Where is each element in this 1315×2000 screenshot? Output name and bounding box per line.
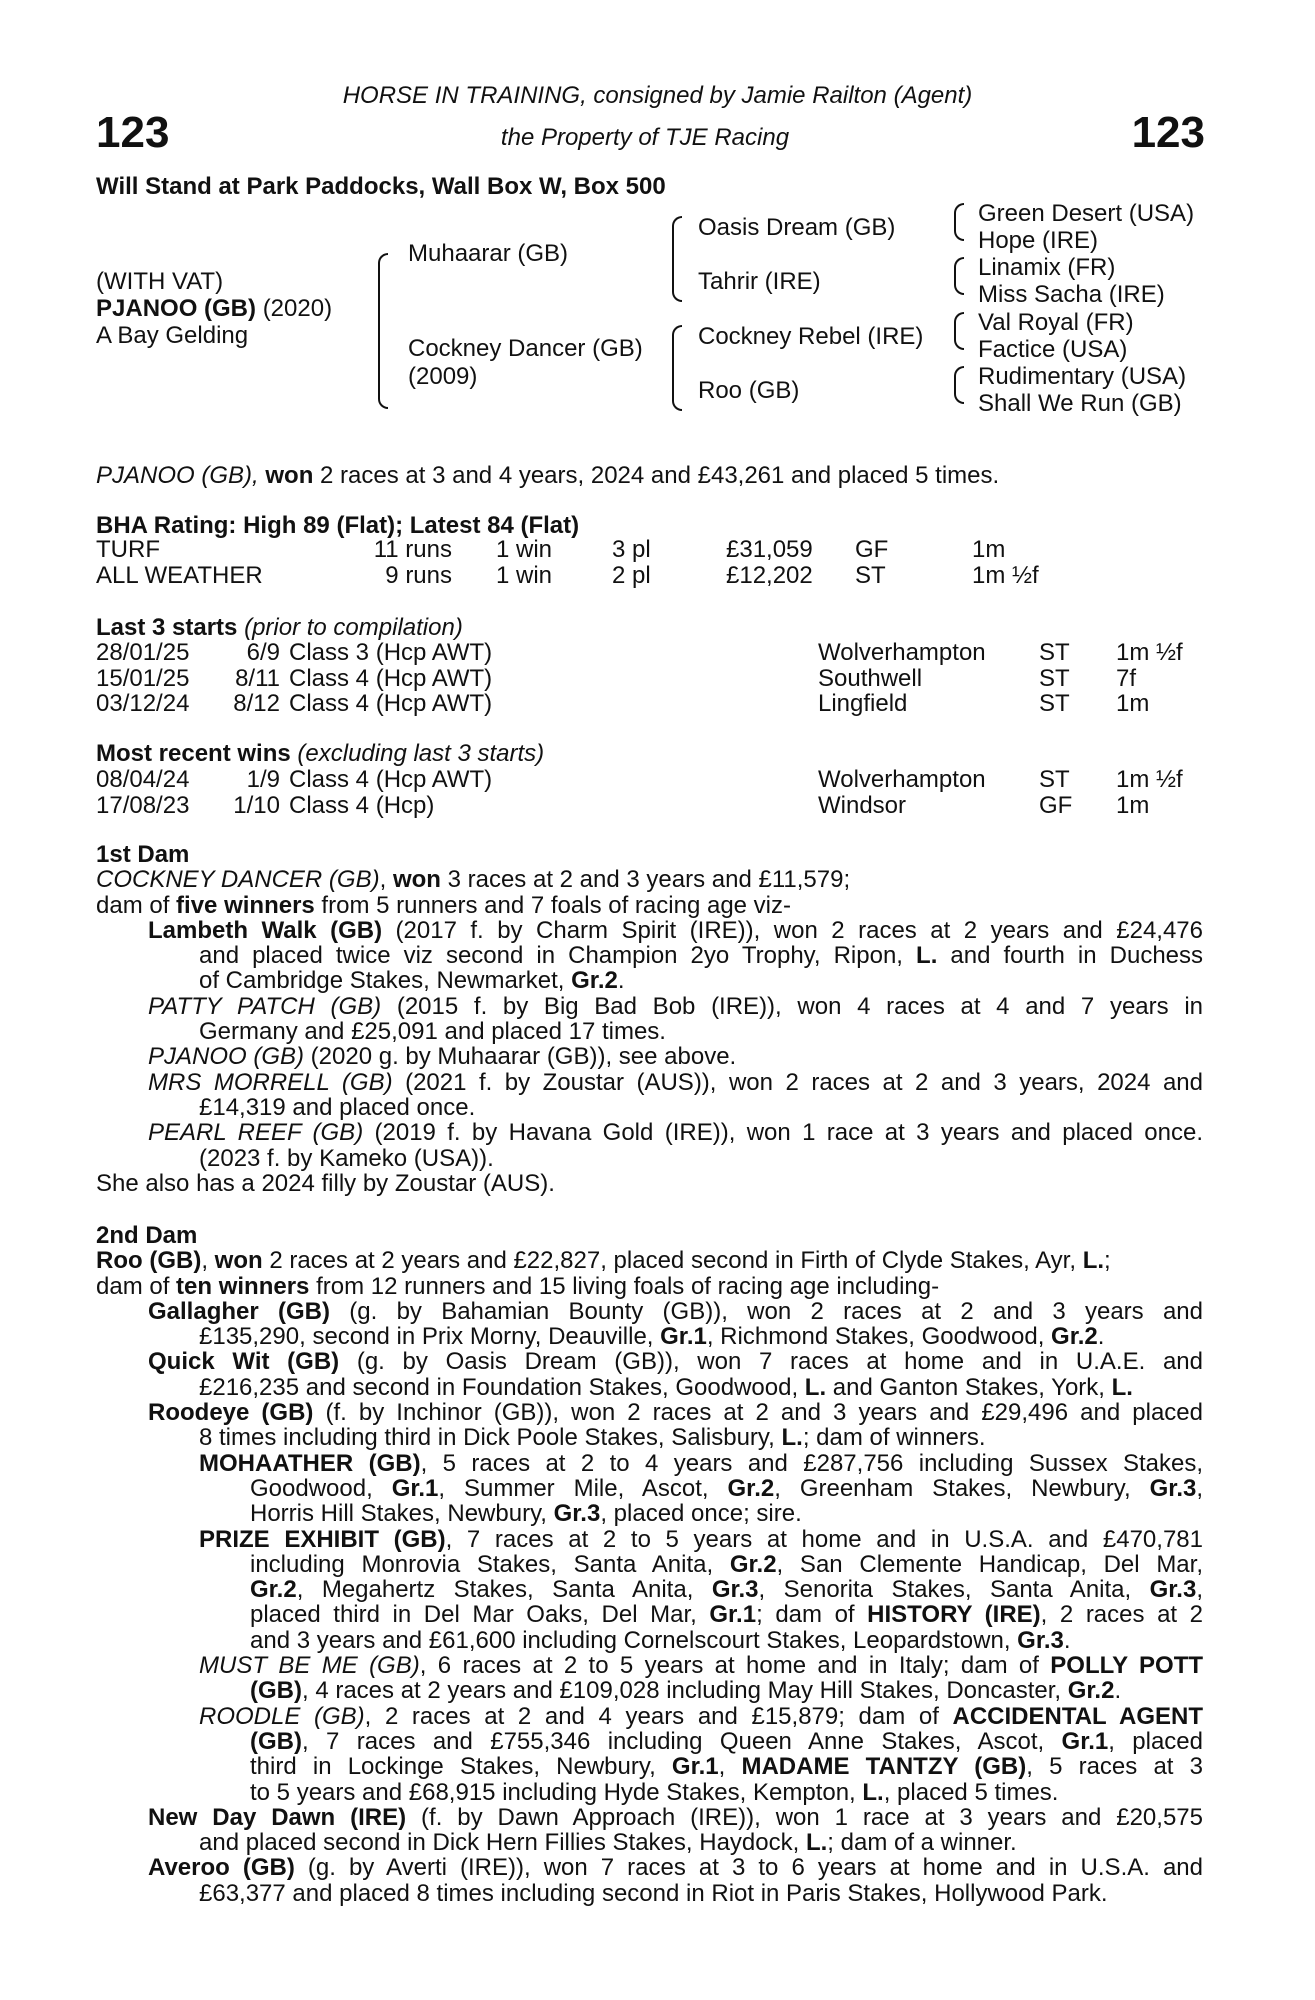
rating-distance: 1m ½f [972, 562, 1039, 589]
form-distance: 7f [1116, 664, 1137, 692]
justified-text: Goodwood, Gr.1, Summer Mile, Ascot, Gr.2, Greenham Stakes, Newbury, Gr.3, [250, 1474, 1204, 1502]
second-dam-produce-entry [96, 1805, 1203, 1856]
second-dam-heading: 2nd Dam [96, 1222, 198, 1249]
form-class: Class 3 (Hcp AWT) [289, 639, 493, 666]
emphasis-bold: New Day Dawn (IRE) [148, 1803, 407, 1831]
form-position: 6/9 [246, 639, 280, 666]
second-dam-entry-line [96, 1754, 1203, 1779]
form-course: Wolverhampton [818, 766, 986, 793]
emphasis-bold: Gr.2 [571, 967, 618, 995]
second-dam-entry-line [96, 1349, 1203, 1374]
form-date: 17/08/23 [96, 791, 190, 819]
second-dam-produce-entry [96, 1855, 1203, 1906]
second-dam-entry-line: £216,235 and second in Foundation Stakes, Goodwood, L. and Ganton Stakes, York, L. [199, 1373, 1133, 1401]
race-summary [96, 462, 999, 490]
emphasis-bold: Gr.3 [1149, 1474, 1197, 1502]
second-dam-entry-line [96, 1451, 1203, 1476]
second-dam-entry-line [96, 1577, 1203, 1602]
form-class: Class 4 (Hcp AWT) [289, 664, 493, 692]
form-distance: 1m [1116, 690, 1150, 717]
form-course: Southwell [818, 664, 923, 692]
second-dam-entry-line [96, 1855, 1203, 1880]
form-class: Class 4 (Hcp) [289, 791, 435, 819]
form-distance: 1m [1116, 791, 1150, 819]
dam: Cockney Dancer (GB) [408, 335, 643, 362]
second-dam-produce-entry [96, 1653, 1203, 1704]
form-course: Lingfield [818, 690, 908, 717]
emphasis-bold: Gr.2 [1067, 1677, 1115, 1705]
second-dam-produce-entry [96, 1299, 1203, 1350]
justified-text: Gr.2, Megahertz Stakes, Santa Anita, Gr.3, Senorita Stakes, Santa Anita, Gr.3, [250, 1576, 1203, 1604]
form-going: ST [1039, 664, 1070, 692]
emphasis-bold: Gr.1 [671, 1753, 719, 1781]
second-dam-entry-line: £135,290, second in Prix Morny, Deauville, Gr.1, Richmond Stakes, Goodwood, Gr.2. [199, 1323, 1105, 1351]
first-dam-entry-line: (2023 f. by Kameko (USA)). [199, 1144, 494, 1172]
emphasis-bold: L. [1082, 1247, 1105, 1275]
second-dam-entry-line [96, 1704, 1203, 1729]
ggp-brace-3 [954, 312, 964, 350]
horse-year: (2020) [262, 295, 333, 322]
form-going: GF [1039, 791, 1073, 819]
form-date: 08/04/24 [96, 766, 190, 793]
recent-wins-heading: Most recent wins [96, 740, 291, 767]
form-course: Windsor [818, 791, 907, 819]
justified-text: Gallagher (GB) (g. by Bahamian Bounty (GB)), won 2 races at 2 and 3 years and [148, 1297, 1203, 1325]
second-dam-summary-line: dam of ten winners from 12 runners and 15 living foals of racing age including- [96, 1272, 940, 1300]
bha-rating-heading: BHA Rating: High 89 (Flat); Latest 84 (Flat) [96, 512, 580, 539]
emphasis-italic: PJANOO (GB) [148, 1043, 305, 1071]
emphasis-bold: ten winners [176, 1272, 310, 1300]
emphasis-bold: won [392, 866, 441, 894]
emphasis-bold: Gr.3 [711, 1576, 759, 1604]
second-dam-entry-line: Horris Hill Stakes, Newbury, Gr.3, placed once; sire. [250, 1500, 802, 1528]
justified-text: including Monrovia Stakes, Santa Anita, Gr.2, San Clemente Handicap, Del Mar, [250, 1550, 1203, 1578]
emphasis-bold: PRIZE EXHIBIT (GB) [199, 1525, 446, 1553]
first-dam-entry-line [96, 994, 1203, 1019]
second-dam-summary-line: Roo (GB), won 2 races at 2 years and £22,827, placed second in Firth of Clyde Stakes, Ayr, L.; [96, 1247, 1111, 1275]
emphasis-bold: (GB) [250, 1727, 302, 1755]
form-position: 8/11 [235, 664, 280, 692]
recent-wins-heading-line [96, 740, 544, 768]
second-dam-entry-line: (GB), 4 races at 2 years and £109,028 including May Hill Stakes, Doncaster, Gr.2. [250, 1677, 1122, 1705]
emphasis-bold: L. [805, 1829, 828, 1857]
ggp-4: Miss Sacha (IRE) [978, 281, 1165, 308]
form-going: ST [1039, 766, 1070, 793]
justified-text: Lambeth Walk (GB) (2017 f. by Charm Spirit (IRE)), won 2 races at 2 years and £24,476 [148, 916, 1203, 944]
first-dam-entry-line: Germany and £25,091 and placed 17 times. [199, 1018, 666, 1046]
justified-text: and placed twice viz second in Champion 2yo Trophy, Ripon, L. and fourth in Duchess [199, 942, 1204, 970]
justified-text: PRIZE EXHIBIT (GB), 7 races at 2 to 5 years at home and in U.S.A. and £470,781 [199, 1525, 1203, 1553]
ggp-brace-4 [954, 366, 964, 404]
second-dam-entry-line [96, 1299, 1203, 1324]
dam-dam: Roo (GB) [698, 377, 800, 404]
emphasis-bold: Gr.2 [727, 1474, 775, 1502]
emphasis-bold: Gr.1 [1061, 1727, 1109, 1755]
emphasis-bold: L. [804, 1373, 827, 1401]
form-distance: 1m ½f [1116, 766, 1183, 793]
second-dam-entry-line [96, 1602, 1203, 1627]
form-date: 03/12/24 [96, 690, 190, 717]
first-dam-footer: She also has a 2024 filly by Zoustar (AUS). [96, 1169, 555, 1197]
second-dam-produce-entry [96, 1451, 1203, 1527]
emphasis-bold: Roodeye (GB) [148, 1399, 314, 1427]
sire-brace [672, 216, 682, 302]
lot-number-left: 123 [96, 108, 170, 157]
justified-text: Roodeye (GB) (f. by Inchinor (GB)), won 2 races at 2 and 3 years and £29,496 and placed [148, 1399, 1203, 1427]
second-dam-entry-line: £63,377 and placed 8 times including second in Riot in Paris Stakes, Hollywood Park. [199, 1879, 1108, 1907]
first-dam-section [96, 842, 1203, 1196]
emphasis-italic: COCKNEY DANCER (GB) [96, 866, 380, 894]
rating-going: ST [855, 562, 886, 589]
emphasis-bold: MADAME TANTZY (GB) [741, 1753, 1027, 1781]
form-course: Wolverhampton [818, 639, 986, 666]
second-dam-entry-line: to 5 years and £68,915 including Hyde Stakes, Kempton, L., placed 5 times. [250, 1778, 1059, 1806]
form-position: 1/9 [246, 766, 280, 793]
dam-sire: Cockney Rebel (IRE) [698, 323, 924, 350]
emphasis-italic: MUST BE ME (GB) [199, 1652, 420, 1680]
ggp-6: Factice (USA) [978, 336, 1128, 363]
justified-text: MUST BE ME (GB), 6 races at 2 to 5 years at home and in Italy; dam of POLLY POTT [199, 1652, 1204, 1680]
dam-brace [672, 325, 682, 411]
second-dam-entry-line [96, 1527, 1203, 1552]
last3-note: (prior to compilation) [244, 614, 463, 641]
emphasis-bold: HISTORY (IRE) [867, 1601, 1041, 1629]
emphasis-bold: L. [781, 1424, 803, 1452]
rating-surface: TURF [96, 536, 160, 563]
emphasis-bold: L. [916, 942, 938, 970]
first-dam-summary-line: COCKNEY DANCER (GB), won 3 races at 2 and 3 years and £11,579; [96, 866, 851, 894]
first-dam-produce-entry [96, 1070, 1203, 1121]
second-dam-section [96, 1223, 1203, 1906]
horse-name-line [96, 295, 332, 323]
emphasis-bold: Gr.1 [391, 1474, 439, 1502]
emphasis-italic: MRS MORRELL (GB) [148, 1068, 393, 1096]
rating-surface: ALL WEATHER [96, 562, 263, 589]
rating-wins: 1 win [496, 536, 553, 563]
emphasis-bold: Gr.2 [729, 1550, 777, 1578]
horse-name: PJANOO (GB) [96, 295, 257, 322]
ggp-1: Green Desert (USA) [978, 200, 1195, 227]
ggp-5: Val Royal (FR) [978, 309, 1134, 336]
justified-text: New Day Dawn (IRE) (f. by Dawn Approach (IRE)), won 1 race at 3 years and £20,575 [148, 1803, 1203, 1831]
first-dam-summary-line: dam of five winners from 5 runners and 7 foals of racing age viz- [96, 891, 792, 919]
summary-rest: 2 races at 3 and 4 years, 2024 and £43,261 and placed 5 times. [320, 462, 1000, 489]
last3-heading: Last 3 starts [96, 614, 238, 641]
lot-number-right: 123 [1131, 108, 1205, 157]
form-class: Class 4 (Hcp AWT) [289, 766, 493, 793]
emphasis-bold: Gr.3 [1017, 1626, 1064, 1654]
first-dam-produce-entry [96, 918, 1203, 994]
rating-prize: £31,059 [726, 536, 813, 563]
justified-text: third in Lockinge Stakes, Newbury, Gr.1, MADAME TANTZY (GB), 5 races at 3 [250, 1753, 1203, 1781]
second-dam-produce-entry [96, 1704, 1203, 1805]
rating-runs: 9 runs [385, 562, 452, 589]
emphasis-bold: L. [862, 1778, 884, 1806]
sire-dam: Tahrir (IRE) [698, 268, 821, 295]
second-dam-entry-line [96, 1552, 1203, 1577]
form-class: Class 4 (Hcp AWT) [289, 690, 493, 717]
last3-heading-line [96, 614, 463, 642]
rating-going: GF [855, 536, 889, 563]
first-dam-produce-entry [96, 994, 1203, 1045]
justified-text: Quick Wit (GB) (g. by Oasis Dream (GB)), won 7 races at home and in U.A.E. and [148, 1348, 1203, 1376]
emphasis-italic: PEARL REEF (GB) [148, 1119, 364, 1147]
second-dam-entry-line: and placed second in Dick Hern Fillies Stakes, Haydock, L.; dam of a winner. [199, 1829, 1017, 1857]
form-position: 8/12 [233, 690, 280, 717]
emphasis-bold: Roo (GB) [96, 1247, 202, 1275]
emphasis-italic: ROODLE (GB) [199, 1702, 365, 1730]
first-dam-entry-line [96, 1070, 1203, 1095]
ggp-2: Hope (IRE) [978, 227, 1099, 254]
form-position: 1/10 [233, 791, 280, 819]
emphasis-bold: won [214, 1247, 263, 1275]
emphasis-bold: MOHAATHER (GB) [199, 1449, 421, 1477]
second-dam-entry-line: 8 times including third in Dick Poole Stakes, Salisbury, L.; dam of winners. [199, 1424, 986, 1452]
second-dam-produce-entry [96, 1527, 1203, 1653]
emphasis-bold: (GB) [250, 1677, 302, 1705]
sire-sire: Oasis Dream (GB) [698, 214, 896, 241]
emphasis-bold: five winners [176, 891, 315, 919]
vat-note: (WITH VAT) [96, 268, 224, 295]
first-dam-entry-line [96, 918, 1203, 943]
rating-placed: 3 pl [612, 536, 651, 563]
summary-won: won [265, 462, 314, 489]
horse-description: A Bay Gelding [96, 322, 249, 349]
emphasis-bold: Gr.1 [709, 1601, 757, 1629]
sire: Muhaarar (GB) [408, 240, 569, 267]
emphasis-bold: Gr.3 [1149, 1576, 1197, 1604]
rating-wins: 1 win [496, 562, 553, 589]
justified-text: MOHAATHER (GB), 5 races at 2 to 4 years and £287,756 including Sussex Stakes, [199, 1449, 1204, 1477]
first-dam-heading: 1st Dam [96, 841, 190, 868]
ggp-brace-2 [954, 257, 964, 295]
second-dam-produce-entry [96, 1349, 1203, 1400]
emphasis-bold: Gr.2 [1051, 1323, 1098, 1351]
emphasis-bold: Gr.2 [250, 1576, 297, 1604]
form-going: ST [1039, 690, 1070, 717]
rating-distance: 1m [972, 536, 1006, 563]
form-distance: 1m ½f [1116, 639, 1183, 666]
justified-text: Averoo (GB) (g. by Averti (IRE)), won 7 races at 3 to 6 years at home and in U.S.A. and [148, 1854, 1204, 1882]
form-date: 15/01/25 [96, 664, 190, 692]
recent-wins-note: (excluding last 3 starts) [297, 740, 545, 767]
second-dam-entry-line [96, 1805, 1203, 1830]
emphasis-bold: Averoo (GB) [148, 1854, 295, 1882]
pedigree-brace [378, 253, 388, 409]
justified-text: (GB), 7 races and £755,346 including Queen Anne Stakes, Ascot, Gr.1, placed [250, 1727, 1204, 1755]
consignor-line: HORSE IN TRAINING, consigned by Jamie Railton (Agent) [342, 82, 973, 109]
second-dam-produce-entry [96, 1400, 1203, 1451]
emphasis-bold: Gr.3 [553, 1500, 601, 1528]
justified-text: placed third in Del Mar Oaks, Del Mar, Gr.1; dam of HISTORY (IRE), 2 races at 2 [250, 1601, 1204, 1629]
ggp-7: Rudimentary (USA) [978, 363, 1187, 390]
form-going: ST [1039, 639, 1070, 666]
property-line: the Property of TJE Racing [500, 124, 790, 151]
rating-runs: 11 runs [373, 536, 452, 563]
rating-placed: 2 pl [612, 562, 651, 589]
justified-text: MRS MORRELL (GB) (2021 f. by Zoustar (AUS)), won 2 races at 2 and 3 years, 2024 and [148, 1068, 1204, 1096]
first-dam-entry-line: PJANOO (GB) (2020 g. by Muhaarar (GB)), see above. [148, 1043, 737, 1071]
second-dam-entry-line: and 3 years and £61,600 including Cornelscourt Stakes, Leopardstown, Gr.3. [250, 1626, 1071, 1654]
first-dam-produce-entry [96, 1120, 1203, 1171]
emphasis-bold: Quick Wit (GB) [148, 1348, 340, 1376]
justified-text: ROODLE (GB), 2 races at 2 and 4 years and £15,879; dam of ACCIDENTAL AGENT [199, 1702, 1204, 1730]
emphasis-italic: PATTY PATCH (GB) [148, 992, 382, 1020]
first-dam-entry-line: of Cambridge Stakes, Newmarket, Gr.2. [199, 967, 625, 995]
emphasis-bold: Gr.1 [660, 1323, 707, 1351]
ggp-3: Linamix (FR) [978, 254, 1116, 281]
stand-location: Will Stand at Park Paddocks, Wall Box W, Box 500 [96, 173, 666, 200]
emphasis-bold: ACCIDENTAL AGENT [952, 1702, 1204, 1730]
second-dam-entry-line [96, 1476, 1203, 1501]
second-dam-entry-line [96, 1653, 1203, 1678]
emphasis-bold: POLLY POTT [1050, 1652, 1204, 1680]
first-dam-entry-line [96, 943, 1203, 968]
first-dam-entry-line [96, 1120, 1203, 1145]
first-dam-produce-entry [96, 1044, 1203, 1069]
emphasis-bold: Gallagher (GB) [148, 1297, 330, 1325]
justified-text: PEARL REEF (GB) (2019 f. by Havana Gold (IRE)), won 1 race at 3 years and placed once. [148, 1119, 1203, 1147]
rating-prize: £12,202 [726, 562, 813, 589]
ggp-8: Shall We Run (GB) [978, 390, 1182, 417]
summary-name: PJANOO (GB), [96, 462, 259, 489]
justified-text: PATTY PATCH (GB) (2015 f. by Big Bad Bob (IRE)), won 4 races at 4 and 7 years in [148, 992, 1204, 1020]
ggp-brace-1 [954, 203, 964, 241]
form-date: 28/01/25 [96, 639, 190, 666]
dam-year: (2009) [408, 363, 478, 390]
second-dam-entry-line [96, 1400, 1203, 1425]
emphasis-bold: Lambeth Walk (GB) [148, 916, 383, 944]
second-dam-entry-line [96, 1729, 1203, 1754]
first-dam-entry-line: £14,319 and placed once. [199, 1093, 476, 1121]
emphasis-bold: L. [1111, 1373, 1133, 1401]
